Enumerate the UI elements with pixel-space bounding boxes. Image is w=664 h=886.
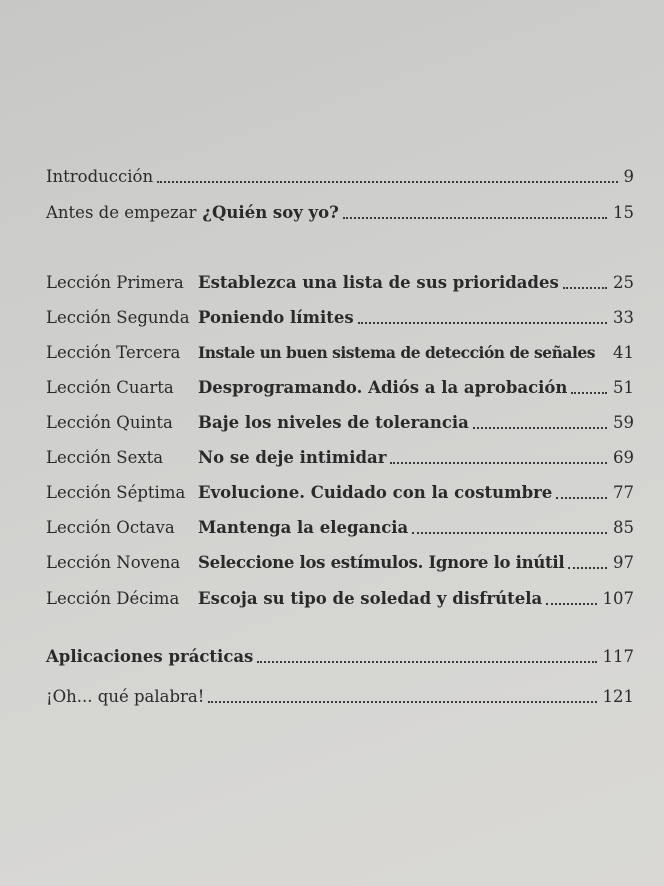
page-number: 15 — [613, 203, 634, 222]
lesson-title: Mantenga la elegancia — [198, 518, 409, 537]
dot-leader — [390, 461, 607, 464]
lesson-title: Evolucione. Cuidado con la costumbre — [198, 483, 553, 502]
page-number: 41 — [613, 343, 634, 362]
dot-leader — [556, 496, 607, 499]
toc-entry-introduccion — [46, 160, 634, 188]
page-number: 117 — [602, 647, 634, 666]
dot-leader — [343, 216, 607, 219]
page-number: 51 — [613, 378, 634, 397]
lesson-label: Lección Quinta — [46, 413, 173, 432]
dot-leader — [571, 391, 607, 394]
toc-entry-antes-de-empezar — [46, 196, 634, 224]
page-number: 33 — [613, 308, 634, 327]
toc-entry-lesson-7 — [46, 476, 634, 504]
lesson-label: Lección Tercera — [46, 343, 181, 362]
dot-leader — [358, 321, 607, 324]
lesson-title: Desprogramando. Adiós a la aprobación — [198, 378, 568, 397]
toc-entry-lesson-1 — [46, 266, 634, 294]
lesson-label: Lección Novena — [46, 553, 181, 572]
page-number: 59 — [613, 413, 634, 432]
entry-title: ¡Oh... qué palabra! — [46, 687, 205, 706]
dot-leader — [208, 700, 596, 703]
toc-entry-lesson-10 — [46, 582, 634, 610]
toc-entry-lesson-2 — [46, 301, 634, 329]
lesson-label: Lección Sexta — [46, 448, 164, 467]
toc-entry-lesson-5 — [46, 406, 634, 434]
toc-entry-lesson-4 — [46, 371, 634, 399]
dot-leader — [563, 286, 607, 289]
toc-entry-lesson-8 — [46, 511, 634, 539]
lesson-label: Lección Décima — [46, 589, 180, 608]
page-number: 107 — [602, 589, 634, 608]
dot-leader — [257, 660, 596, 663]
lesson-title: Instale un buen sistema de detección de señales — [198, 343, 595, 362]
page-number: 25 — [613, 273, 634, 292]
page-number: 69 — [613, 448, 634, 467]
toc-entry-lesson-6 — [46, 441, 634, 469]
page-number: 9 — [623, 167, 634, 186]
lesson-label: Lección Octava — [46, 518, 175, 537]
lesson-label: Lección Segunda — [46, 308, 190, 327]
toc-entry-lesson-9 — [46, 546, 634, 574]
lesson-label: Lección Séptima — [46, 483, 186, 502]
dot-leader — [157, 180, 617, 183]
lesson-label: Lección Primera — [46, 273, 184, 292]
lesson-title: Seleccione los estímulos. Ignore lo inútil — [198, 553, 565, 572]
page-number: 85 — [613, 518, 634, 537]
lesson-label: Lección Cuarta — [46, 378, 174, 397]
lesson-title: No se deje intimidar — [198, 448, 387, 467]
dot-leader — [568, 566, 607, 569]
page-number: 77 — [613, 483, 634, 502]
entry-title: Aplicaciones prácticas — [46, 647, 254, 666]
page-number: 97 — [613, 553, 634, 572]
entry-label: Introducción — [46, 167, 154, 186]
lesson-title: Establezca una lista de sus prioridades — [198, 273, 559, 292]
lesson-title: Baje los niveles de tolerancia — [198, 413, 469, 432]
toc-entry-oh-que-palabra — [46, 680, 634, 708]
dot-leader — [473, 426, 607, 429]
toc-entry-aplicaciones — [46, 640, 634, 668]
entry-label: Antes de empezar — [46, 203, 197, 222]
page-number: 121 — [602, 687, 634, 706]
toc-entry-lesson-3 — [46, 336, 634, 364]
dot-leader — [546, 602, 596, 605]
entry-title: ¿Quién soy yo? — [202, 203, 339, 222]
lesson-title: Poniendo límites — [198, 308, 354, 327]
dot-leader — [412, 531, 607, 534]
lesson-title: Escoja su tipo de soledad y disfrútela — [198, 589, 543, 608]
